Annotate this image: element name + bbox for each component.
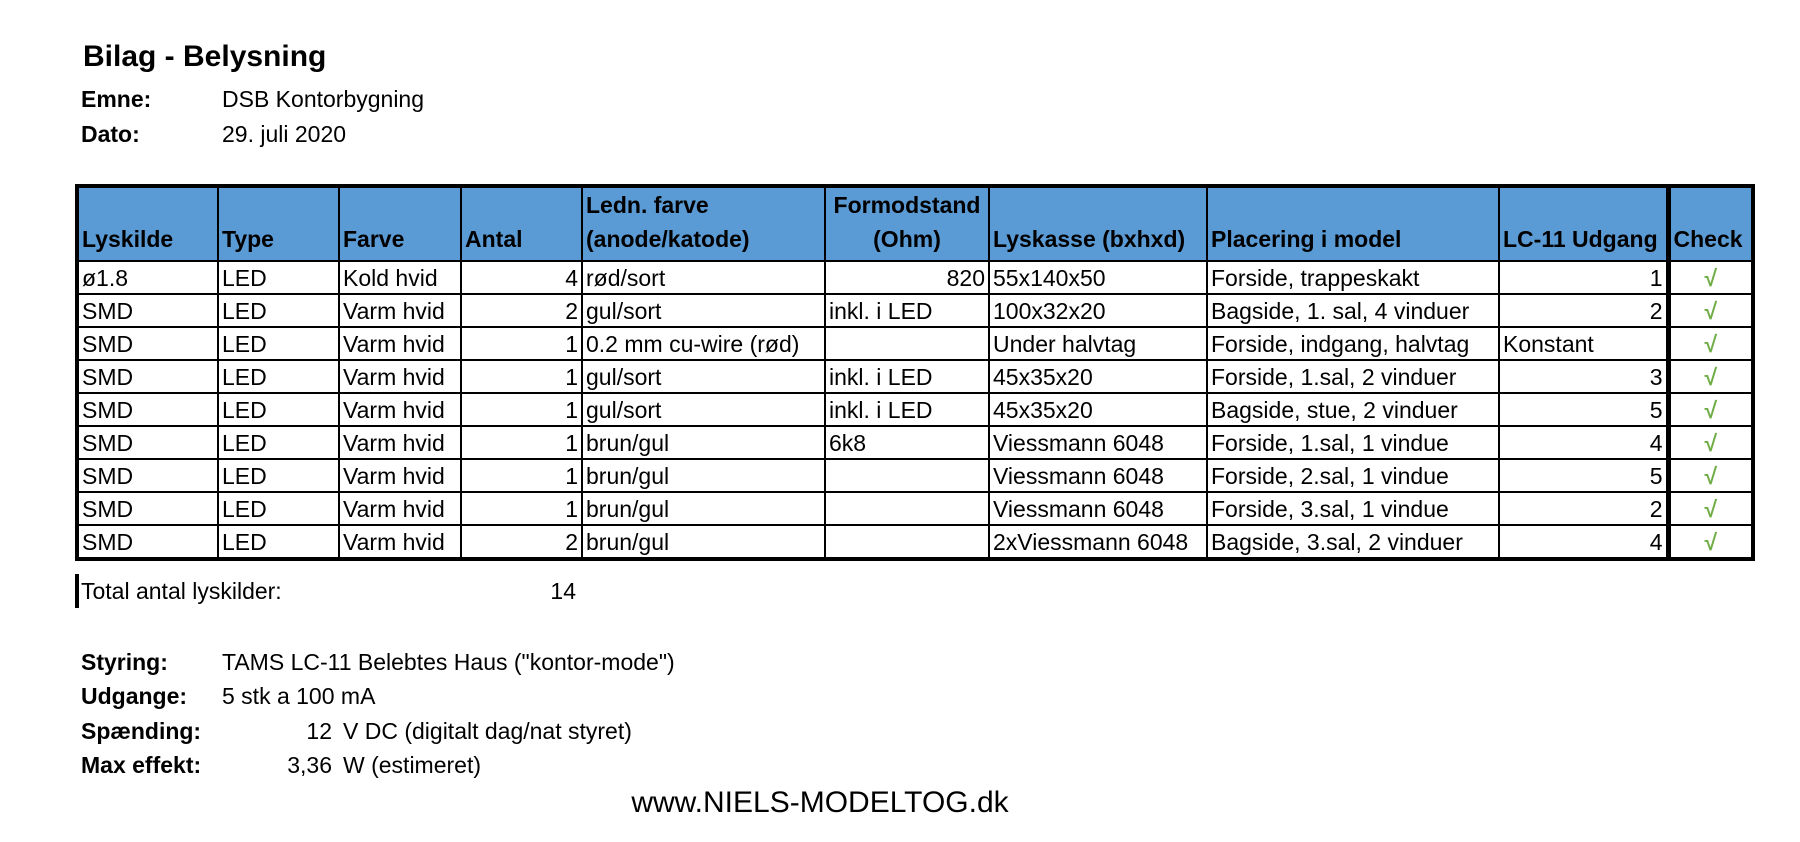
table-cell: ø1.8: [77, 261, 218, 294]
table-row: [77, 426, 1753, 459]
table-cell: 100x32x20: [989, 294, 1207, 327]
table-cell: LED: [218, 393, 339, 426]
table-cell: [825, 327, 989, 360]
voltage-label: Spænding:: [81, 718, 202, 744]
table-cell: Varm hvid: [339, 327, 461, 360]
total-row-border: [75, 574, 79, 608]
table-row: [77, 360, 1753, 393]
total-value: 14: [550, 578, 576, 604]
table-cell: 1: [1499, 261, 1668, 294]
table-cell: 45x35x20: [989, 393, 1207, 426]
table-cell: Viessmann 6048: [989, 426, 1207, 459]
table-body: [77, 261, 1753, 559]
outputs-value: 5 stk a 100 mA: [222, 683, 376, 709]
table-cell: LED: [218, 261, 339, 294]
table-cell: 1: [461, 327, 582, 360]
table-cell: Konstant: [1499, 327, 1668, 360]
table-cell: brun/gul: [582, 426, 825, 459]
table-cell: inkl. i LED: [825, 360, 989, 393]
table-row: [77, 459, 1753, 492]
header-formodstand-line1: Formodstand: [833, 192, 981, 218]
table-cell: 820: [825, 261, 989, 294]
table-cell: gul/sort: [582, 393, 825, 426]
power-number: 3,36: [287, 752, 332, 778]
table-cell: SMD: [77, 492, 218, 525]
table-cell: brun/gul: [582, 525, 825, 559]
table-cell: SMD: [77, 327, 218, 360]
table-cell: SMD: [77, 459, 218, 492]
table-cell: 2: [461, 525, 582, 559]
header-type: Type: [218, 186, 339, 261]
table-cell: 2: [461, 294, 582, 327]
total-label: Total antal lyskilder:: [81, 578, 282, 604]
check-mark: √: [1668, 459, 1753, 492]
table-cell: Forside, trappeskakt: [1207, 261, 1499, 294]
header-lyskasse: Lyskasse (bxhxd): [989, 186, 1207, 261]
control-label: Styring:: [81, 649, 168, 675]
lighting-table: [75, 184, 1755, 561]
header-check: Check: [1668, 186, 1753, 261]
table-cell: LED: [218, 294, 339, 327]
control-value: TAMS LC-11 Belebtes Haus ("kontor-mode"): [222, 649, 675, 675]
table-cell: 3: [1499, 360, 1668, 393]
table-cell: Varm hvid: [339, 393, 461, 426]
check-mark: √: [1668, 360, 1753, 393]
table-cell: 2: [1499, 294, 1668, 327]
table-cell: 45x35x20: [989, 360, 1207, 393]
table-cell: [825, 492, 989, 525]
table-cell: LED: [218, 327, 339, 360]
outputs-label: Udgange:: [81, 683, 188, 709]
table-cell: 5: [1499, 393, 1668, 426]
header-formodstand-line2: (Ohm): [873, 226, 941, 252]
check-mark: √: [1668, 426, 1753, 459]
power-text: W (estimeret): [343, 752, 481, 778]
table-cell: SMD: [77, 294, 218, 327]
table-cell: [825, 459, 989, 492]
table-cell: Varm hvid: [339, 360, 461, 393]
table-cell: Varm hvid: [339, 426, 461, 459]
table-cell: 0.2 mm cu-wire (rød): [582, 327, 825, 360]
table-cell: 4: [461, 261, 582, 294]
check-mark: √: [1668, 525, 1753, 559]
table-cell: inkl. i LED: [825, 294, 989, 327]
voltage-text: V DC (digitalt dag/nat styret): [343, 718, 632, 744]
table-cell: Varm hvid: [339, 294, 461, 327]
subject-label: Emne:: [81, 86, 152, 112]
check-mark: √: [1668, 261, 1753, 294]
check-mark: √: [1668, 327, 1753, 360]
table-cell: inkl. i LED: [825, 393, 989, 426]
check-mark: √: [1668, 492, 1753, 525]
check-mark: √: [1668, 294, 1753, 327]
date-value: 29. juli 2020: [222, 121, 347, 147]
table-cell: Varm hvid: [339, 492, 461, 525]
table-cell: gul/sort: [582, 360, 825, 393]
header-farve: Farve: [339, 186, 461, 261]
table-cell: Bagside, 3.sal, 2 vinduer: [1207, 525, 1499, 559]
table-cell: Kold hvid: [339, 261, 461, 294]
table-cell: brun/gul: [582, 492, 825, 525]
table-cell: Viessmann 6048: [989, 459, 1207, 492]
table-cell: 2xViessmann 6048: [989, 525, 1207, 559]
header-lc11-udgang: LC-11 Udgang: [1499, 186, 1668, 261]
table-cell: LED: [218, 426, 339, 459]
header-formodstand: [825, 186, 989, 261]
header-lyskilde: Lyskilde: [77, 186, 218, 261]
table-cell: Forside, indgang, halvtag: [1207, 327, 1499, 360]
table-cell: 55x140x50: [989, 261, 1207, 294]
table-cell: Forside, 2.sal, 1 vindue: [1207, 459, 1499, 492]
header-antal: Antal: [461, 186, 582, 261]
table-cell: 1: [461, 393, 582, 426]
table-cell: Forside, 1.sal, 1 vindue: [1207, 426, 1499, 459]
table-cell: rød/sort: [582, 261, 825, 294]
table-row: [77, 261, 1753, 294]
table-row: [77, 393, 1753, 426]
table-cell: SMD: [77, 426, 218, 459]
table-cell: 1: [461, 426, 582, 459]
page-title: Bilag - Belysning: [83, 40, 327, 73]
check-mark: √: [1668, 393, 1753, 426]
table-cell: Viessmann 6048: [989, 492, 1207, 525]
table-row: [77, 294, 1753, 327]
table-header-row: [77, 186, 1753, 261]
table-cell: 5: [1499, 459, 1668, 492]
table-cell: 2: [1499, 492, 1668, 525]
header-ledn-farve: [582, 186, 825, 261]
table-cell: SMD: [77, 525, 218, 559]
table-cell: Under halvtag: [989, 327, 1207, 360]
table-row: [77, 525, 1753, 559]
table-row: [77, 327, 1753, 360]
table-cell: 4: [1499, 426, 1668, 459]
footer-website: www.NIELS-MODELTOG.dk: [631, 786, 1009, 819]
table-cell: 1: [461, 492, 582, 525]
table-cell: gul/sort: [582, 294, 825, 327]
table-cell: LED: [218, 459, 339, 492]
table-cell: LED: [218, 360, 339, 393]
table-cell: Forside, 1.sal, 2 vinduer: [1207, 360, 1499, 393]
table-cell: 1: [461, 459, 582, 492]
table-cell: Varm hvid: [339, 459, 461, 492]
table-cell: LED: [218, 492, 339, 525]
table-cell: SMD: [77, 393, 218, 426]
voltage-number: 12: [306, 718, 332, 744]
table-cell: Bagside, stue, 2 vinduer: [1207, 393, 1499, 426]
header-ledn-farve-line1: Ledn. farve: [586, 192, 709, 218]
header-placering: Placering i model: [1207, 186, 1499, 261]
table-cell: 4: [1499, 525, 1668, 559]
header-ledn-farve-line2: (anode/katode): [586, 226, 750, 252]
table-cell: Bagside, 1. sal, 4 vinduer: [1207, 294, 1499, 327]
table-cell: brun/gul: [582, 459, 825, 492]
power-label: Max effekt:: [81, 752, 202, 778]
table-cell: 6k8: [825, 426, 989, 459]
table-cell: [825, 525, 989, 559]
table-cell: LED: [218, 525, 339, 559]
table-row: [77, 492, 1753, 525]
table-cell: SMD: [77, 360, 218, 393]
table-cell: 1: [461, 360, 582, 393]
subject-value: DSB Kontorbygning: [222, 86, 425, 112]
table-cell: Varm hvid: [339, 525, 461, 559]
date-label: Dato:: [81, 121, 140, 147]
table-cell: Forside, 3.sal, 1 vindue: [1207, 492, 1499, 525]
